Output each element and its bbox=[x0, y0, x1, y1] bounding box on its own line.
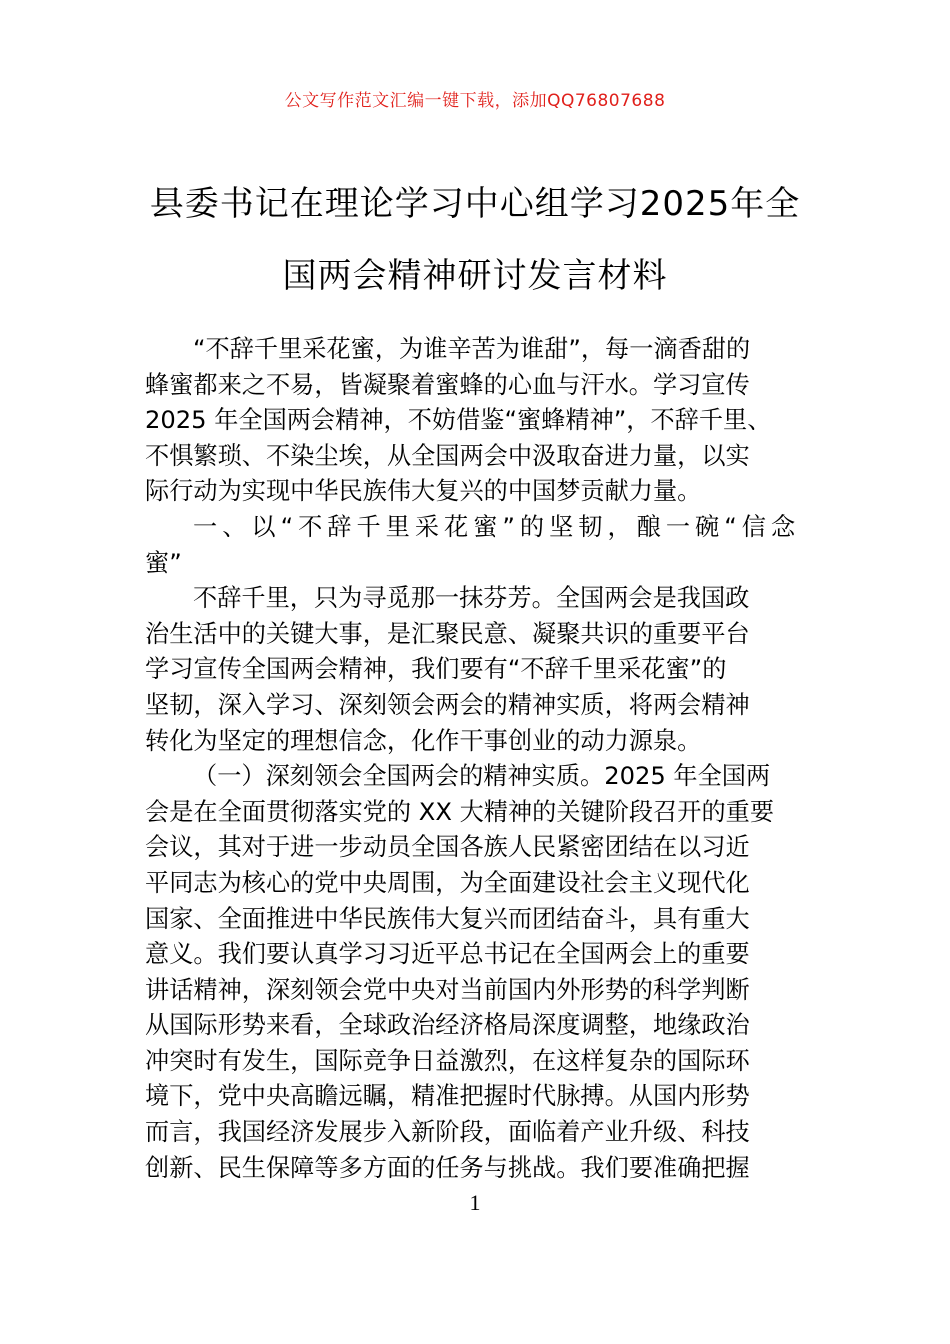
document-title bbox=[118, 168, 832, 312]
text-line: 而言，我国经济发展步入新阶段，面临着产业升级、科技 bbox=[145, 1118, 750, 1147]
title-line-1: 县委书记在理论学习中心组学习2025年全 bbox=[149, 184, 801, 224]
document-body bbox=[145, 332, 810, 1186]
heading-line: 蜜” bbox=[145, 548, 182, 577]
text-line: 治生活中的关键大事，是汇聚民意、凝聚共识的重要平台 bbox=[145, 619, 750, 648]
paragraph-section-1 bbox=[145, 581, 810, 759]
text-line: 平同志为核心的党中央周围，为全面建设社会主义现代化 bbox=[145, 868, 750, 897]
text-line: 际行动为实现中华民族伟大复兴的中国梦贡献力量。 bbox=[145, 477, 702, 506]
text-line: 不辞千里，只为寻觅那一抹芬芳。全国两会是我国政 bbox=[193, 584, 750, 613]
text-line: 转化为坚定的理想信念，化作干事创业的动力源泉。 bbox=[145, 726, 702, 755]
text-line: 坚韧，深入学习、深刻领会两会的精神实质，将两会精神 bbox=[145, 690, 750, 719]
text-line: 国家、全面推进中华民族伟大复兴而团结奋斗，具有重大 bbox=[145, 904, 750, 933]
text-line: 不惧繁琐、不染尘埃，从全国两会中汲取奋进力量，以实 bbox=[145, 441, 750, 470]
text-line: “不辞千里采花蜜，为谁辛苦为谁甜”，每一滴香甜的 bbox=[193, 335, 751, 363]
paragraph-intro bbox=[145, 332, 810, 510]
text-line: 会议，其对于进一步动员全国各族人民紧密团结在以习近 bbox=[145, 833, 750, 862]
text-line: 会是在全面贯彻落实党的 XX 大精神的关键阶段召开的重要 bbox=[145, 797, 775, 826]
text-line: 学习宣传全国两会精神，我们要有“不辞千里采花蜜”的 bbox=[145, 655, 727, 684]
text-line: 蜂蜜都来之不易，皆凝聚着蜜蜂的心血与汗水。学习宣传 bbox=[145, 370, 750, 399]
title-line-2: 国两会精神研讨发言材料 bbox=[282, 256, 668, 296]
text-line: 境下，党中央高瞻远瞩，精准把握时代脉搏。从国内形势 bbox=[145, 1082, 750, 1111]
text-line: 从国际形势来看，全球政治经济格局深度调整，地缘政治 bbox=[145, 1011, 750, 1040]
text-line: 创新、民生保障等多方面的任务与挑战。我们要准确把握 bbox=[145, 1153, 750, 1182]
paragraph-subsection-1 bbox=[145, 759, 810, 1186]
text-line: 讲话精神，深刻领会党中央对当前国内外形势的科学判断 bbox=[145, 975, 750, 1004]
heading-line: 一、以“不辞千里采花蜜”的坚韧，酿一碗“信念 bbox=[193, 512, 801, 541]
header-note: 公文写作范文汇编一键下载，添加QQ76807688 bbox=[284, 91, 666, 111]
text-line: （一）深刻领会全国两会的精神实质。2025 年全国两 bbox=[193, 762, 771, 791]
page-number: 1 bbox=[469, 1190, 481, 1215]
section-heading-1 bbox=[145, 510, 810, 581]
text-line: 2025 年全国两会精神，不妨借鉴“蜜蜂精神”，不辞千里、 bbox=[145, 406, 772, 435]
text-line: 意义。我们要认真学习习近平总书记在全国两会上的重要 bbox=[145, 940, 750, 969]
text-line: 冲突时有发生，国际竞争日益激烈，在这样复杂的国际环 bbox=[145, 1046, 750, 1075]
